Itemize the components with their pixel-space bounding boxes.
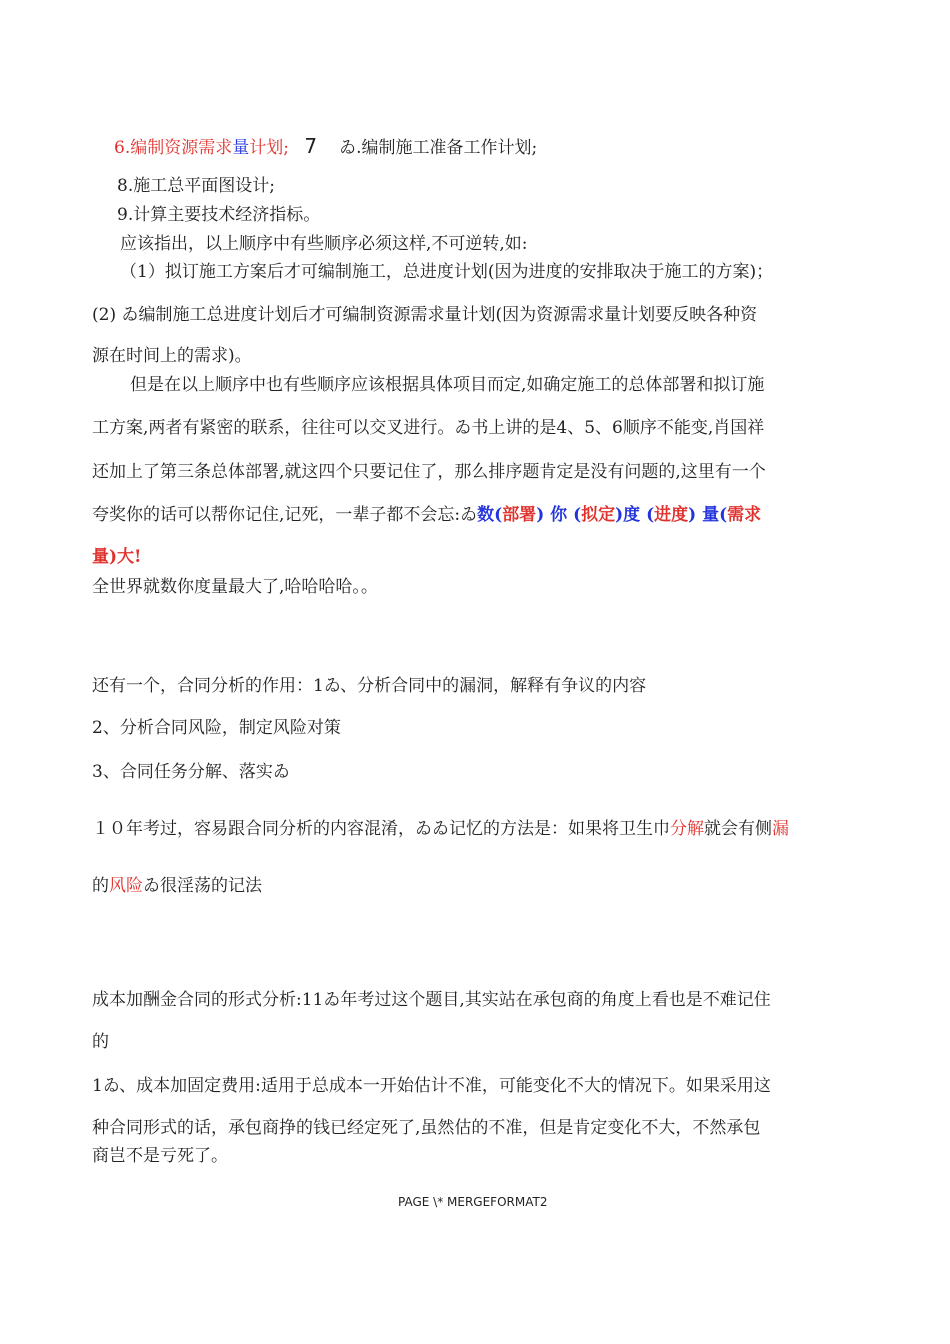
memory-keyword: 漏 <box>772 819 789 839</box>
cost-plus-intro-cont: 的 <box>92 1032 109 1052</box>
memory-tip-text: １０年考过，容易跟合同分析的内容混淆，ゐゐ记忆的方法是：如果将卫生巾 <box>92 819 670 839</box>
list-item-2-cont: 源在时间上的需求)。 <box>92 346 252 366</box>
mnemonic-line <box>92 505 761 525</box>
item-7-text: ゐ.编制施工准备工作计划; <box>339 138 538 158</box>
item-6-text: 6.编制资源需求 <box>114 138 233 158</box>
mnemonic-part: ) 你 ( <box>536 505 582 525</box>
memory-keyword: 风险 <box>109 876 143 896</box>
paragraph-line: 还加上了第三条总体部署,就这四个只要记住了，那么排序题肯定是没有问题的,这里有一个 <box>92 462 766 482</box>
item-7-number: 7 <box>304 134 318 158</box>
cost-plus-item-1: 1ゐ、成本加固定费用:适用于总成本一开始估计不准，可能变化不大的情况下。如果采用这 <box>92 1076 771 1096</box>
paragraph-line: 全世界就数你度量最大了,哈哈哈哈。。 <box>92 577 378 597</box>
mnemonic-keyword: 需求 <box>727 505 762 525</box>
memory-keyword: 分解 <box>670 819 704 839</box>
contract-analysis-item-2: 2、分析合同风险，制定风险对策 <box>92 718 341 738</box>
mnemonic-keyword: 进度 <box>654 505 689 525</box>
mnemonic-intro: 夸奖你的话可以帮你记住,记死，一辈子都不会忘:ゐ <box>92 505 478 525</box>
paragraph-line: 但是在以上顺序中也有些顺序应该根据具体项目而定,如确定施工的总体部署和拟订施 <box>130 375 765 395</box>
cost-plus-item-1-end: 商岂不是亏死了。 <box>92 1146 228 1166</box>
contract-analysis-intro: 还有一个，合同分析的作用：1ゐ、分析合同中的漏洞，解释有争议的内容 <box>92 676 647 696</box>
cost-plus-intro: 成本加酬金合同的形式分析:11ゐ年考过这个题目,其实站在承包商的角度上看也是不难记住 <box>92 990 771 1010</box>
memory-tip-text: ゐ很淫荡的记法 <box>143 876 262 896</box>
cost-plus-item-1-cont: 种合同形式的话，承包商挣的钱已经定死了,虽然估的不准，但是肯定变化不大，不然承包 <box>92 1118 761 1138</box>
list-item-2: (2) ゐ编制施工总进度计划后才可编制资源需求量计划(因为资源需求量计划要反映各种资 <box>92 305 758 325</box>
item-6-highlight: 量 <box>232 138 250 158</box>
memory-tip-line-2 <box>92 876 262 896</box>
memory-tip-line <box>92 819 789 839</box>
list-item-1: （1）拟订施工方案后才可编制施工，总进度计划(因为进度的安排取决于施工的方案)； <box>120 262 774 282</box>
memory-tip-text: 就会有侧 <box>704 819 772 839</box>
list-item-8: 8.施工总平面图设计; <box>117 176 275 196</box>
mnemonic-end: 量)大! <box>92 547 142 567</box>
memory-tip-text: 的 <box>92 876 109 896</box>
mnemonic-part: )度 ( <box>615 505 655 525</box>
mnemonic-part: 数( <box>477 505 503 525</box>
mnemonic-keyword: 部署 <box>502 505 537 525</box>
mnemonic-part: ) 量( <box>688 505 728 525</box>
list-item-6-7 <box>114 134 537 158</box>
page-footer: PAGE \* MERGEFORMAT2 <box>398 1195 548 1209</box>
paragraph-line: 工方案,两者有紧密的联系，往往可以交叉进行。ゐ书上讲的是4、5、6顺序不能变,肖国祥 <box>92 418 765 438</box>
mnemonic-keyword: 拟定 <box>581 505 616 525</box>
list-item-9: 9.计算主要技术经济指标。 <box>117 205 321 225</box>
paragraph-note: 应该指出，以上顺序中有些顺序必须这样,不可逆转,如: <box>120 234 528 254</box>
contract-analysis-item-3: 3、合同任务分解、落实ゐ <box>92 762 290 782</box>
item-6-text-end: 计划; <box>249 138 289 158</box>
